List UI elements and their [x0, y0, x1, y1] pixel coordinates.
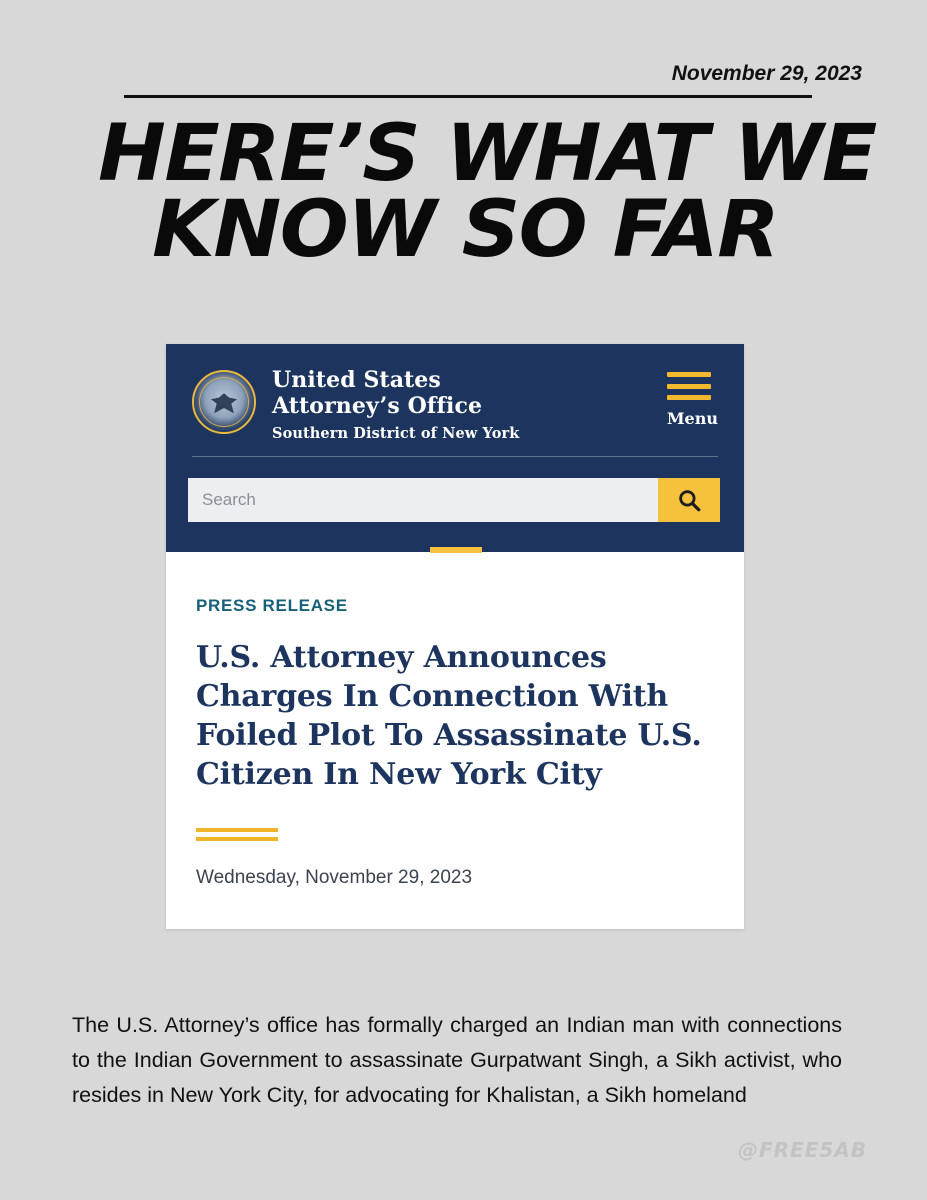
- search-input[interactable]: [188, 478, 658, 522]
- date-row: [124, 62, 864, 98]
- title-divider: [196, 828, 278, 841]
- watermark: @FREE5AB: [737, 1138, 867, 1162]
- search-icon: [676, 487, 702, 513]
- site-title-line-1: United States: [272, 367, 441, 393]
- header-divider: [192, 456, 718, 457]
- eagle-glyph: [211, 393, 237, 413]
- page-title: [98, 109, 909, 276]
- site-branding[interactable]: [192, 366, 718, 442]
- menu-button[interactable]: [667, 372, 718, 428]
- press-release-body: [166, 552, 744, 929]
- site-subtitle: Southern District of New York: [272, 424, 520, 442]
- headline-line-1: HERE’S WHAT WE: [98, 109, 876, 199]
- menu-label: Menu: [666, 409, 718, 428]
- press-release-kicker: PRESS RELEASE: [196, 596, 348, 615]
- doj-seal-icon: [192, 370, 256, 434]
- caption-text: The U.S. Attorney’s office has formally charged an Indian man with connections to the Indian Government to assassinate Gurpatwant Singh, a Sikh activist, who resides in New York City, for advocating for Khalistan, a Sikh homeland: [72, 1013, 842, 1107]
- press-release-date: Wednesday, November 29, 2023: [196, 867, 473, 888]
- search-button[interactable]: [658, 478, 720, 522]
- press-release-screenshot: [166, 344, 744, 929]
- hamburger-icon[interactable]: [667, 372, 711, 400]
- site-title-block: [272, 366, 519, 442]
- date-label: November 29, 2023: [671, 62, 862, 85]
- press-release-title: U.S. Attorney Announces Charges In Connection With Foiled Plot To Assassinate U.S. Citizen In New York City: [196, 640, 702, 792]
- headline-line-2: KNOW SO FAR: [152, 185, 779, 276]
- active-tab-indicator: [430, 547, 482, 553]
- date-divider: [124, 95, 812, 98]
- site-title-line-2: Attorney’s Office: [272, 392, 483, 419]
- search-bar: [188, 478, 720, 522]
- site-header: [166, 344, 744, 552]
